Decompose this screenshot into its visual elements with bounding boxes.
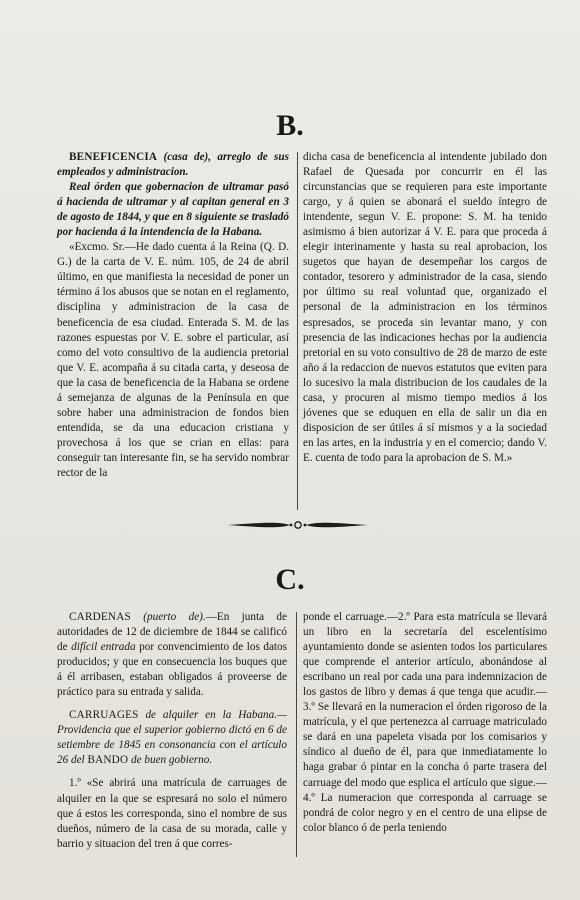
cardenas-entry: CARDENAS (puerto de).—En junta de autoridades de 12 de diciembre de 1844 se calificó de difícil entrada por convencimiento de los datos producidos; y que en consecuencia los buques que á él arribasen, estaban obligados á proveerse de práctico para su entrada y salida.: [57, 611, 287, 699]
section-c-right-column: [303, 610, 547, 836]
section-b-right-column: [303, 150, 547, 466]
carruages-heading: CARRUAGES de alquiler en la Habana.—Providencia que el superior gobierno dictó en 6 de setiembre de 1845 en consonancia con el artículo 26 del BANDO de buen gobierno.: [57, 709, 287, 767]
real-orden-title: Real órden que gobernacion de ultramar pasó á hacienda de ultramar y al capitan general en 3 de agosto de 1844, y que en 8 siguiente se trasladó por hacienda á la intendencia de la Habana.: [57, 181, 289, 239]
carruages-articles-right: ponde el carruage.—2.º Para esta matrícula se llevará un libro en la secretaría del escelentísimo ayuntamiento donde se asienten todos los particulares que comprende el anterior artículo, abonándose al escribano un real por cada una para indemnizacion de los gastos de libro y demas á que tenga que acudir.—3.º Se llevará en la numeracion el órden rigoroso de la matrícula, y el que pertenezca al carruage matriculado se dará en una papeleta visada por los comisarios y síndico al dueño de él, para que inmediatamente lo haga grabar ó pintar en la concha ó parte trasera del carruage del modo que esplica el artículo que sigue.—4.º La numeracion que corresponda al carruage se pondrá de color negro y en el centro de una elipse de color blanco ó de perla teniendo: [303, 611, 547, 834]
section-letter-c: C.: [275, 563, 305, 596]
section-c-left-column: [57, 610, 287, 852]
section-letter-b: B.: [276, 109, 304, 142]
section-b-left-column: [57, 150, 289, 481]
beneficencia-body-right: dicha casa de beneficencia al intendente jubilado don Rafael de Quesada por concurrir en él las circunstancias que se requieren para este importante cargo, y á quien se abonará el sueldo íntegro de intendente, segun V. E. propone: S. M. ha tenido asimismo á bien autorizar á V. E. para que proceda á elegir interinamente y hasta su real aprobacion, los sugetos que hayan de desempeñar los cargos de contador, tesorero y administrador de la casa, siendo por último su real voluntad que, organizado el personal de la administracion en los términos espresados, se proceda sin levantar mano, y con presencia de las indicaciones hechas por la audiencia pretorial en su voto consultivo de 28 de marzo de este año á la redaccion de nuevos estatutos que eviten para lo sucesivo la mala distribucion de los caudales de la casa, y procuren al mismo tiempo medios á los jóvenes que se eduquen en ella de salir un dia en disposicion de ser útiles á sí mismos y a la sociedad en las artes, en la industria y en el comercio; dando V. E. cuenta de todo para la aprobacion de S. M.»: [303, 151, 547, 464]
ornament-divider: [228, 519, 368, 531]
carruages-article-1: 1.º «Se abrirá una matrícula de carruages de alquiler en la que se espresará no solo el número que á estos les corresponda, sino el nombre de sus dueños, número de la casa de su morada, calle y barrio y situacion del tren á que corres-: [57, 777, 287, 850]
column-divider-b: [297, 152, 298, 510]
column-divider-c: [296, 612, 297, 857]
beneficencia-body-left: «Excmo. Sr.—He dado cuenta á la Reina (Q. D. G.) de la carta de V. E. núm. 105, de 24 de abril último, en que manifiesta la necesidad de poner un término á los abusos que se notan en el reglamento, disciplina y administracion de la casa de beneficencia de esa ciudad. Enterada S. M. de las razones espuestas por V. E. sobre el particular, así como del voto consultivo de la audiencia pretorial que V. E. acompaña á su citada carta, y deseosa de que la casa de beneficencia de la Habana se ordene á semejanza de algunas de la Península en que sobre haber una administracion de fondos bien entendida, se da una educacion cristiana y provechosa á los que se crian en ellas: para conseguir tan interesante fin, se ha servido nombrar rector de la: [57, 241, 289, 479]
beneficencia-heading: BENEFICENCIA (casa de), arreglo de sus empleados y administracion.: [57, 151, 289, 179]
